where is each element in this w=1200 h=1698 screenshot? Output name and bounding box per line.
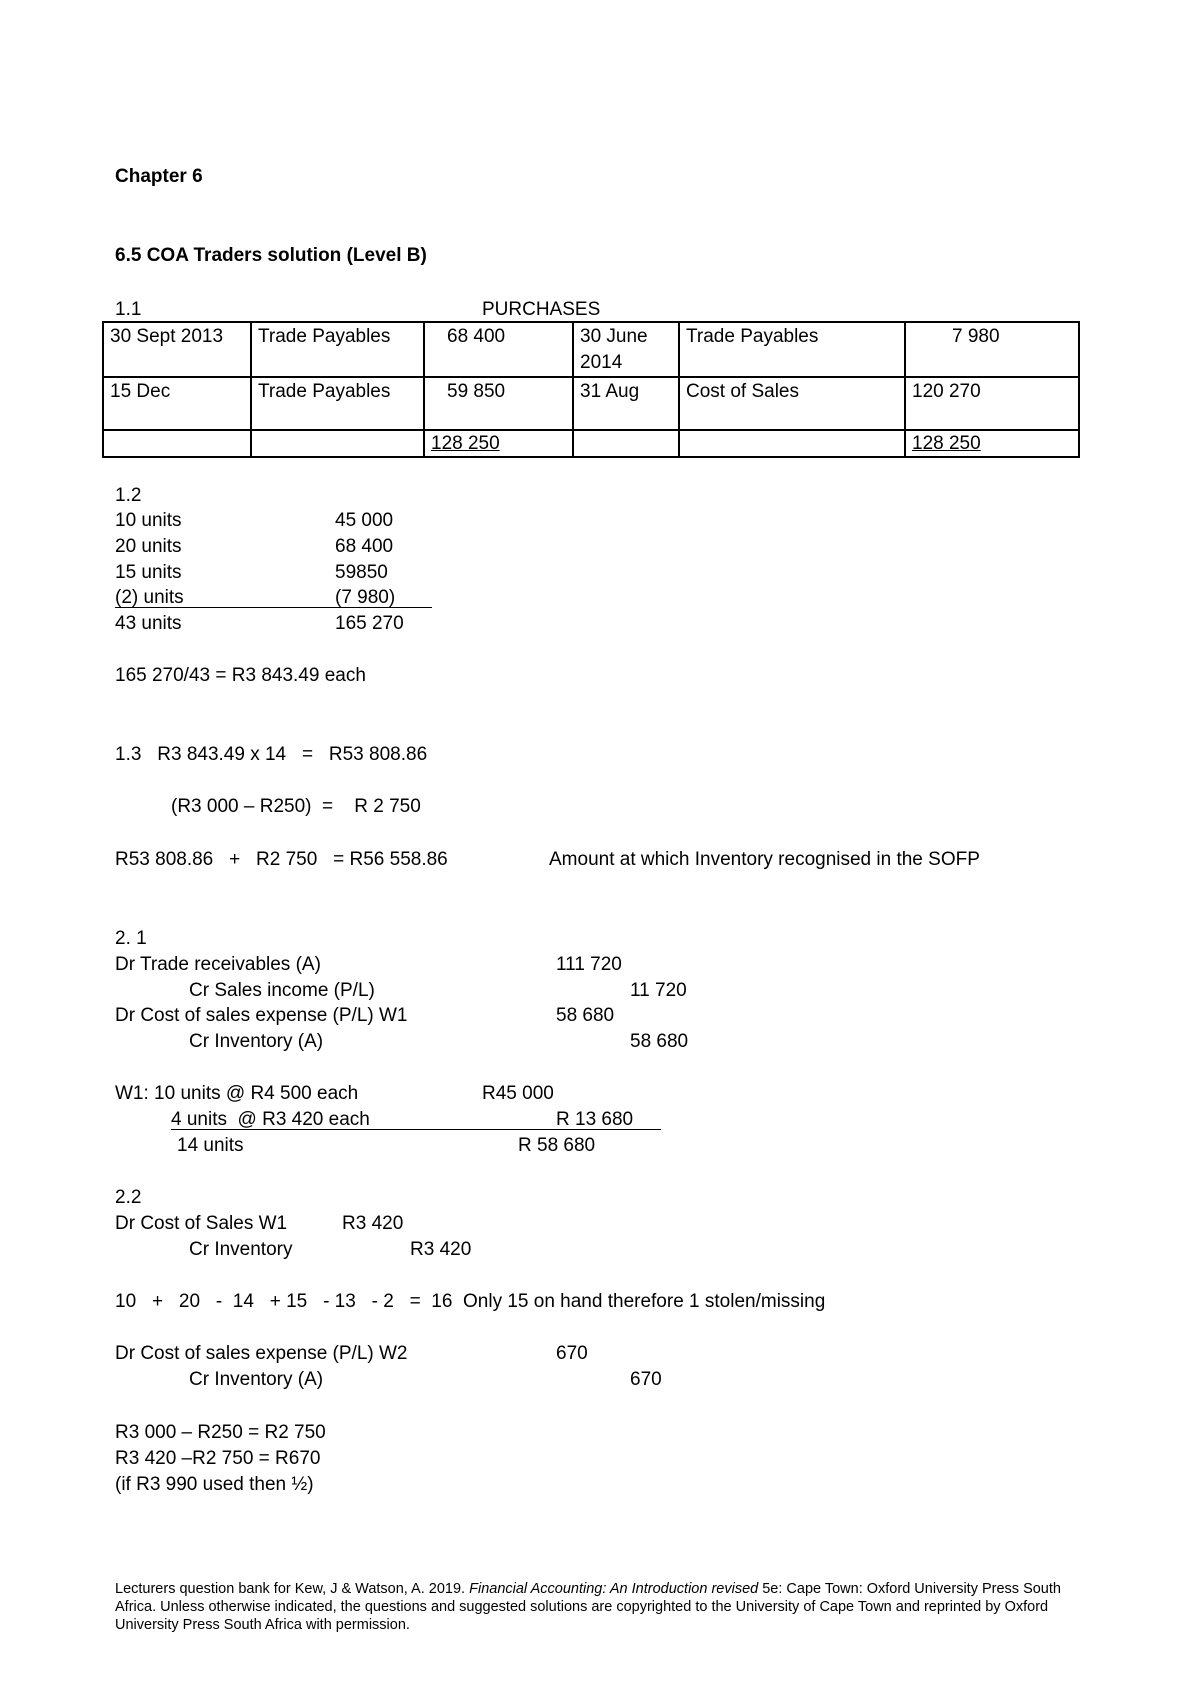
journal-debit: Dr Cost of sales expense (P/L) W2	[115, 1343, 408, 1364]
copyright-footer: Lecturers question bank for Kew, J & Watson, A. 2019. Financial Accounting: An Introduction revised 5e: Cape Town: Oxford University Press South Africa. Unless otherwise indicated, the questions and suggested solutions are copyrighted to the University of Cape Town and reprinted by Oxford University Press South Africa with permission.	[115, 1581, 1061, 1633]
debit-amount: 59 850	[424, 377, 573, 430]
debit-total: 128 250	[431, 433, 500, 454]
q1-3-line3-note: Amount at which Inventory recognised in the SOFP	[549, 849, 980, 870]
q2-1-label: 2. 1	[115, 928, 147, 949]
credit-description: Cost of Sales	[679, 377, 905, 430]
credit-date: 30 June 2014	[573, 322, 679, 377]
amount-row: 59850	[335, 562, 388, 583]
q1-1-label: 1.1	[115, 299, 142, 320]
credit-amount: 120 270	[905, 377, 1079, 430]
journal-credit: Cr Inventory	[189, 1239, 293, 1260]
q1-2-label: 1.2	[115, 485, 142, 506]
amount-row: 45 000	[335, 510, 394, 531]
credit-total: 128 250	[912, 433, 981, 454]
debit-date: 15 Dec	[103, 377, 251, 430]
q1-3-line2: (R3 000 – R250) = R 2 750	[171, 796, 421, 817]
unit-cost-calc: 165 270/43 = R3 843.49 each	[115, 665, 366, 686]
ledger-row	[103, 322, 1079, 377]
amount-row: 68 400	[335, 536, 394, 557]
ledger-account-title: PURCHASES	[482, 299, 601, 320]
chapter-title: Chapter 6	[115, 166, 203, 187]
w1-total-units: 14 units	[177, 1135, 244, 1156]
q1-3-line3-calc: R53 808.86 + R2 750 = R56 558.86	[115, 849, 448, 870]
q1-3-line1: 1.3 R3 843.49 x 14 = R53 808.86	[115, 744, 428, 765]
debit-amount: 68 400	[424, 322, 573, 377]
journal-debit-amount: R3 420	[342, 1213, 404, 1234]
subtotal-rule	[115, 607, 432, 608]
journal-debit-amount: 58 680	[556, 1005, 615, 1026]
units-row: (2) units	[115, 587, 184, 608]
debit-description: Trade Payables	[251, 377, 424, 430]
journal-debit-amount: 111 720	[556, 954, 622, 975]
amount-row: (7 980)	[335, 587, 396, 608]
debit-description: Trade Payables	[251, 322, 424, 377]
q2-2-label: 2.2	[115, 1187, 142, 1208]
journal-debit-amount: 670	[556, 1343, 588, 1364]
journal-credit-amount: 58 680	[630, 1031, 689, 1052]
book-title: Financial Accounting: An Introduction revised	[469, 1581, 759, 1597]
journal-debit: Dr Cost of Sales W1	[115, 1213, 288, 1234]
credit-date: 31 Aug	[573, 377, 679, 430]
w1-line1-amount: R45 000	[482, 1083, 554, 1104]
amount-total: 165 270	[335, 613, 404, 634]
units-row: 15 units	[115, 562, 182, 583]
w2-line1: R3 000 – R250 = R2 750	[115, 1422, 326, 1443]
w2-line2: R3 420 –R2 750 = R670	[115, 1448, 321, 1469]
journal-credit-amount: R3 420	[410, 1239, 472, 1260]
credit-description: Trade Payables	[679, 322, 905, 377]
units-row: 20 units	[115, 536, 182, 557]
units-total: 43 units	[115, 613, 182, 634]
journal-credit: Cr Inventory (A)	[189, 1031, 324, 1052]
unit-count-line: 10 + 20 - 14 + 15 - 13 - 2 = 16 Only 15 on hand therefore 1 stolen/missing	[115, 1291, 826, 1312]
w1-total-rule	[171, 1129, 661, 1130]
w1-total-amount: R 58 680	[518, 1135, 596, 1156]
journal-debit: Dr Trade receivables (A)	[115, 954, 321, 975]
w2-line3: (if R3 990 used then ½)	[115, 1474, 314, 1495]
journal-debit: Dr Cost of sales expense (P/L) W1	[115, 1005, 408, 1026]
journal-credit: Cr Sales income (P/L)	[189, 980, 375, 1001]
w1-line2: 4 units @ R3 420 each	[171, 1109, 370, 1130]
w1-line1: W1: 10 units @ R4 500 each	[115, 1083, 359, 1104]
journal-credit-amount: 670	[630, 1369, 662, 1390]
section-heading: 6.5 COA Traders solution (Level B)	[115, 245, 427, 266]
purchases-ledger	[102, 321, 1080, 458]
debit-date: 30 Sept 2013	[103, 322, 251, 377]
journal-credit-amount: 11 720	[630, 980, 687, 1001]
credit-amount: 7 980	[905, 322, 1079, 377]
units-row: 10 units	[115, 510, 182, 531]
ledger-total-row	[103, 430, 1079, 457]
w1-line2-amount: R 13 680	[556, 1109, 634, 1130]
ledger-row	[103, 377, 1079, 430]
journal-credit: Cr Inventory (A)	[189, 1369, 324, 1390]
